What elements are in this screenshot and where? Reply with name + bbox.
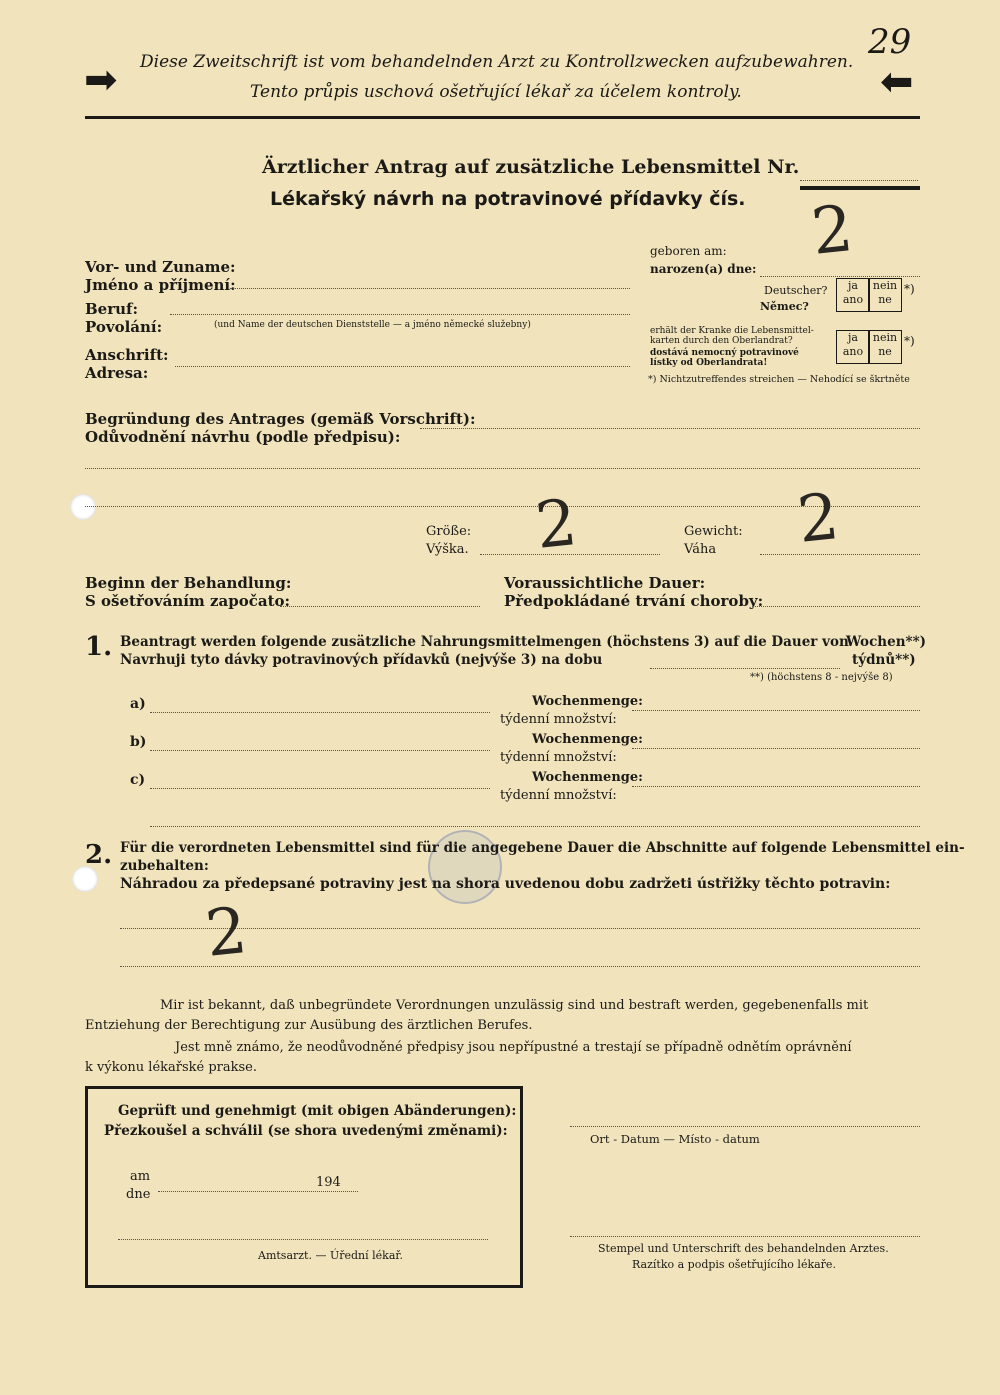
- signature-label-de: Stempel und Unterschrift des behandelnden Arztes.: [598, 1242, 889, 1255]
- page-number: 29: [868, 22, 912, 62]
- declaration-de-2: Entziehung der Berechtigung zur Ausübung des ärztlichen Berufes.: [85, 1018, 533, 1033]
- item-c-letter: c): [130, 772, 146, 788]
- handwritten-mark-weight: 2: [794, 480, 843, 558]
- cards-label-de-2: karten durch den Oberlandrat?: [650, 336, 793, 346]
- name-label-cs: Jméno a příjmení:: [85, 276, 236, 294]
- approval-title-cs: Přezkoušel a schválil (se shora uvedenými změnami):: [104, 1123, 508, 1139]
- item-b-qty-cs: týdenní množství:: [500, 750, 617, 765]
- item-b-letter: b): [130, 734, 147, 750]
- reason-label-cs: Odůvodnění návrhu (podle předpisu):: [85, 428, 401, 446]
- item-c-qty-de: Wochenmenge:: [532, 770, 643, 785]
- start-label-de: Beginn der Behandlung:: [85, 574, 292, 592]
- signature-field[interactable]: [570, 1236, 920, 1237]
- cards-no-de: nein: [872, 331, 898, 344]
- section1-line-cs: Navrhuji tyto dávky potravinových přídavků (nejvýše 3) na dobu: [120, 652, 603, 668]
- section1-line-de: Beantragt werden folgende zusätzliche Nahrungsmittelmengen (höchstens 3) auf die Dauer von: [120, 634, 849, 650]
- approval-date-field[interactable]: [158, 1191, 358, 1192]
- german-yes-box[interactable]: [836, 278, 870, 312]
- section2-number: 2.: [85, 840, 113, 870]
- form-title-cs: Lékařský návrh na potravinové přídavky čís.: [270, 188, 746, 210]
- cards-yes-de: ja: [848, 331, 858, 344]
- height-label-de: Größe:: [426, 524, 472, 539]
- start-field[interactable]: [280, 606, 480, 607]
- reason-field-line-3[interactable]: [85, 506, 920, 507]
- born-label-cs: narozen(a) dne:: [650, 262, 757, 276]
- cards-label-de-1: erhält der Kranke die Lebensmittel-: [650, 326, 814, 336]
- approval-box: [85, 1086, 523, 1288]
- header-note-de: Diese Zweitschrift ist vom behandelnden Arzt zu Kontrollzwecken aufzubewahren.: [140, 52, 854, 72]
- section2-line-de-2: zubehalten:: [120, 858, 209, 874]
- strike-note: *) Nichtzutreffendes streichen — Nehodící se škrtněte: [648, 374, 910, 385]
- item-b-qty-field[interactable]: [632, 748, 920, 749]
- cards-yes-cs: ano: [842, 345, 864, 358]
- section2-line-de-1: Für die verordneten Lebensmittel sind für die angegebene Dauer die Abschnitte auf folgende Lebensmittel ein-: [120, 840, 965, 856]
- approval-official: Amtsarzt. — Úřední lékař.: [258, 1249, 403, 1262]
- handwritten-mark-section2: 2: [202, 894, 251, 972]
- handwritten-mark-height: 2: [532, 486, 581, 564]
- item-b-qty-de: Wochenmenge:: [532, 732, 643, 747]
- weight-field[interactable]: [760, 554, 920, 555]
- cards-no-box[interactable]: [868, 330, 902, 364]
- declaration-de-1: Mir ist bekannt, daß unbegründete Verordnungen unzulässig sind und bestraft werden, gegebenenfalls mit: [160, 998, 869, 1013]
- handwritten-mark-top: 2: [808, 192, 857, 270]
- duration-label-de: Voraussichtliche Dauer:: [504, 574, 706, 592]
- title-underline: [800, 186, 920, 190]
- german-yes-cs: ano: [842, 293, 864, 306]
- approval-dne: dne: [126, 1187, 151, 1202]
- cards-asterisk: *): [904, 334, 915, 348]
- item-b-field[interactable]: [150, 750, 490, 751]
- duration-field[interactable]: [752, 606, 920, 607]
- header-note-cs: Tento průpis uschová ošetřující lékař za účelem kontroly.: [250, 82, 742, 102]
- weight-label-de: Gewicht:: [684, 524, 743, 539]
- section2-line-cs: Náhradou za předepsané potraviny jest na shora uvedenou dobu zadržeti ústřižky těchto potravin:: [120, 876, 891, 892]
- item-a-letter: a): [130, 696, 146, 712]
- weight-label-cs: Váha: [684, 542, 717, 557]
- place-date-label: Ort - Datum — Místo - datum: [590, 1132, 760, 1146]
- reason-field-line-1[interactable]: [420, 428, 920, 429]
- address-label-de: Anschrift:: [85, 346, 169, 364]
- cards-label-cs-2: lístky od Oberlandrata!: [650, 358, 768, 368]
- address-label-cs: Adresa:: [85, 364, 149, 382]
- profession-label-cs: Povolání:: [85, 318, 163, 336]
- employer-note: (und Name der deutschen Dienststelle — a jméno německé služebny): [214, 320, 531, 330]
- item-a-field[interactable]: [150, 712, 490, 713]
- name-field[interactable]: [230, 288, 630, 289]
- cards-label-cs-1: dostává nemocný potravinové: [650, 348, 799, 358]
- item-a-qty-field[interactable]: [632, 710, 920, 711]
- german-no-de: nein: [872, 279, 898, 292]
- german-asterisk: *): [904, 282, 915, 296]
- reason-field-line-2[interactable]: [85, 468, 920, 469]
- german-no-box[interactable]: [868, 278, 902, 312]
- born-label-de: geboren am:: [650, 244, 727, 258]
- duration-label-cs: Předpokládané trvání choroby:: [504, 592, 764, 610]
- german-yes-de: ja: [848, 279, 858, 292]
- item-c-field[interactable]: [150, 788, 490, 789]
- item-a-qty-de: Wochenmenge:: [532, 694, 643, 709]
- item-a-qty-cs: týdenní množství:: [500, 712, 617, 727]
- address-field[interactable]: [175, 366, 630, 367]
- section1-weeks-cs: týdnů**): [852, 652, 916, 668]
- height-label-cs: Výška.: [426, 542, 469, 557]
- form-title-de: Ärztlicher Antrag auf zusätzliche Lebensmittel Nr.: [262, 156, 800, 178]
- approval-year: 194: [316, 1175, 341, 1190]
- punch-hole-top: [70, 494, 96, 520]
- title-number-line: [800, 180, 918, 181]
- cards-no-cs: ne: [878, 345, 892, 358]
- german-label-cs: Němec?: [760, 300, 809, 313]
- header-divider: [85, 116, 920, 119]
- declaration-cs-2: k výkonu lékařské prakse.: [85, 1060, 258, 1075]
- profession-field[interactable]: [170, 314, 630, 315]
- place-date-field[interactable]: [570, 1126, 920, 1127]
- items-extra-line[interactable]: [150, 826, 920, 827]
- german-label-de: Deutscher?: [764, 284, 828, 297]
- section1-number: 1.: [85, 632, 113, 662]
- section1-weeks-de: Wochen**): [846, 634, 927, 650]
- signature-label-cs: Razítko a podpis ošetřujícího lékaře.: [632, 1258, 836, 1271]
- declaration-cs-1: Jest mně známo, že neodůvodněné předpisy jsou nepřípustné a trestají se případně odnětím oprávnění: [175, 1040, 852, 1055]
- arrow-right-icon: ➡: [84, 57, 118, 103]
- cards-yes-box[interactable]: [836, 330, 870, 364]
- item-c-qty-cs: týdenní množství:: [500, 788, 617, 803]
- start-label-cs: S ošetřováním započato:: [85, 592, 291, 610]
- reason-label-de: Begründung des Antrages (gemäß Vorschrift):: [85, 410, 476, 428]
- german-no-cs: ne: [878, 293, 892, 306]
- birth-date-field[interactable]: [760, 276, 920, 277]
- approval-signature-line[interactable]: [118, 1239, 488, 1240]
- approval-am: am: [130, 1169, 151, 1184]
- item-c-qty-field[interactable]: [632, 786, 920, 787]
- section1-max-note: **) (höchstens 8 - nejvýše 8): [750, 672, 893, 683]
- arrow-left-icon: ⬅: [880, 59, 914, 105]
- approval-title-de: Geprüft und genehmigt (mit obigen Abänderungen):: [118, 1103, 517, 1119]
- name-label-de: Vor- und Zuname:: [85, 258, 236, 276]
- weeks-field[interactable]: [650, 668, 840, 669]
- profession-label-de: Beruf:: [85, 300, 139, 318]
